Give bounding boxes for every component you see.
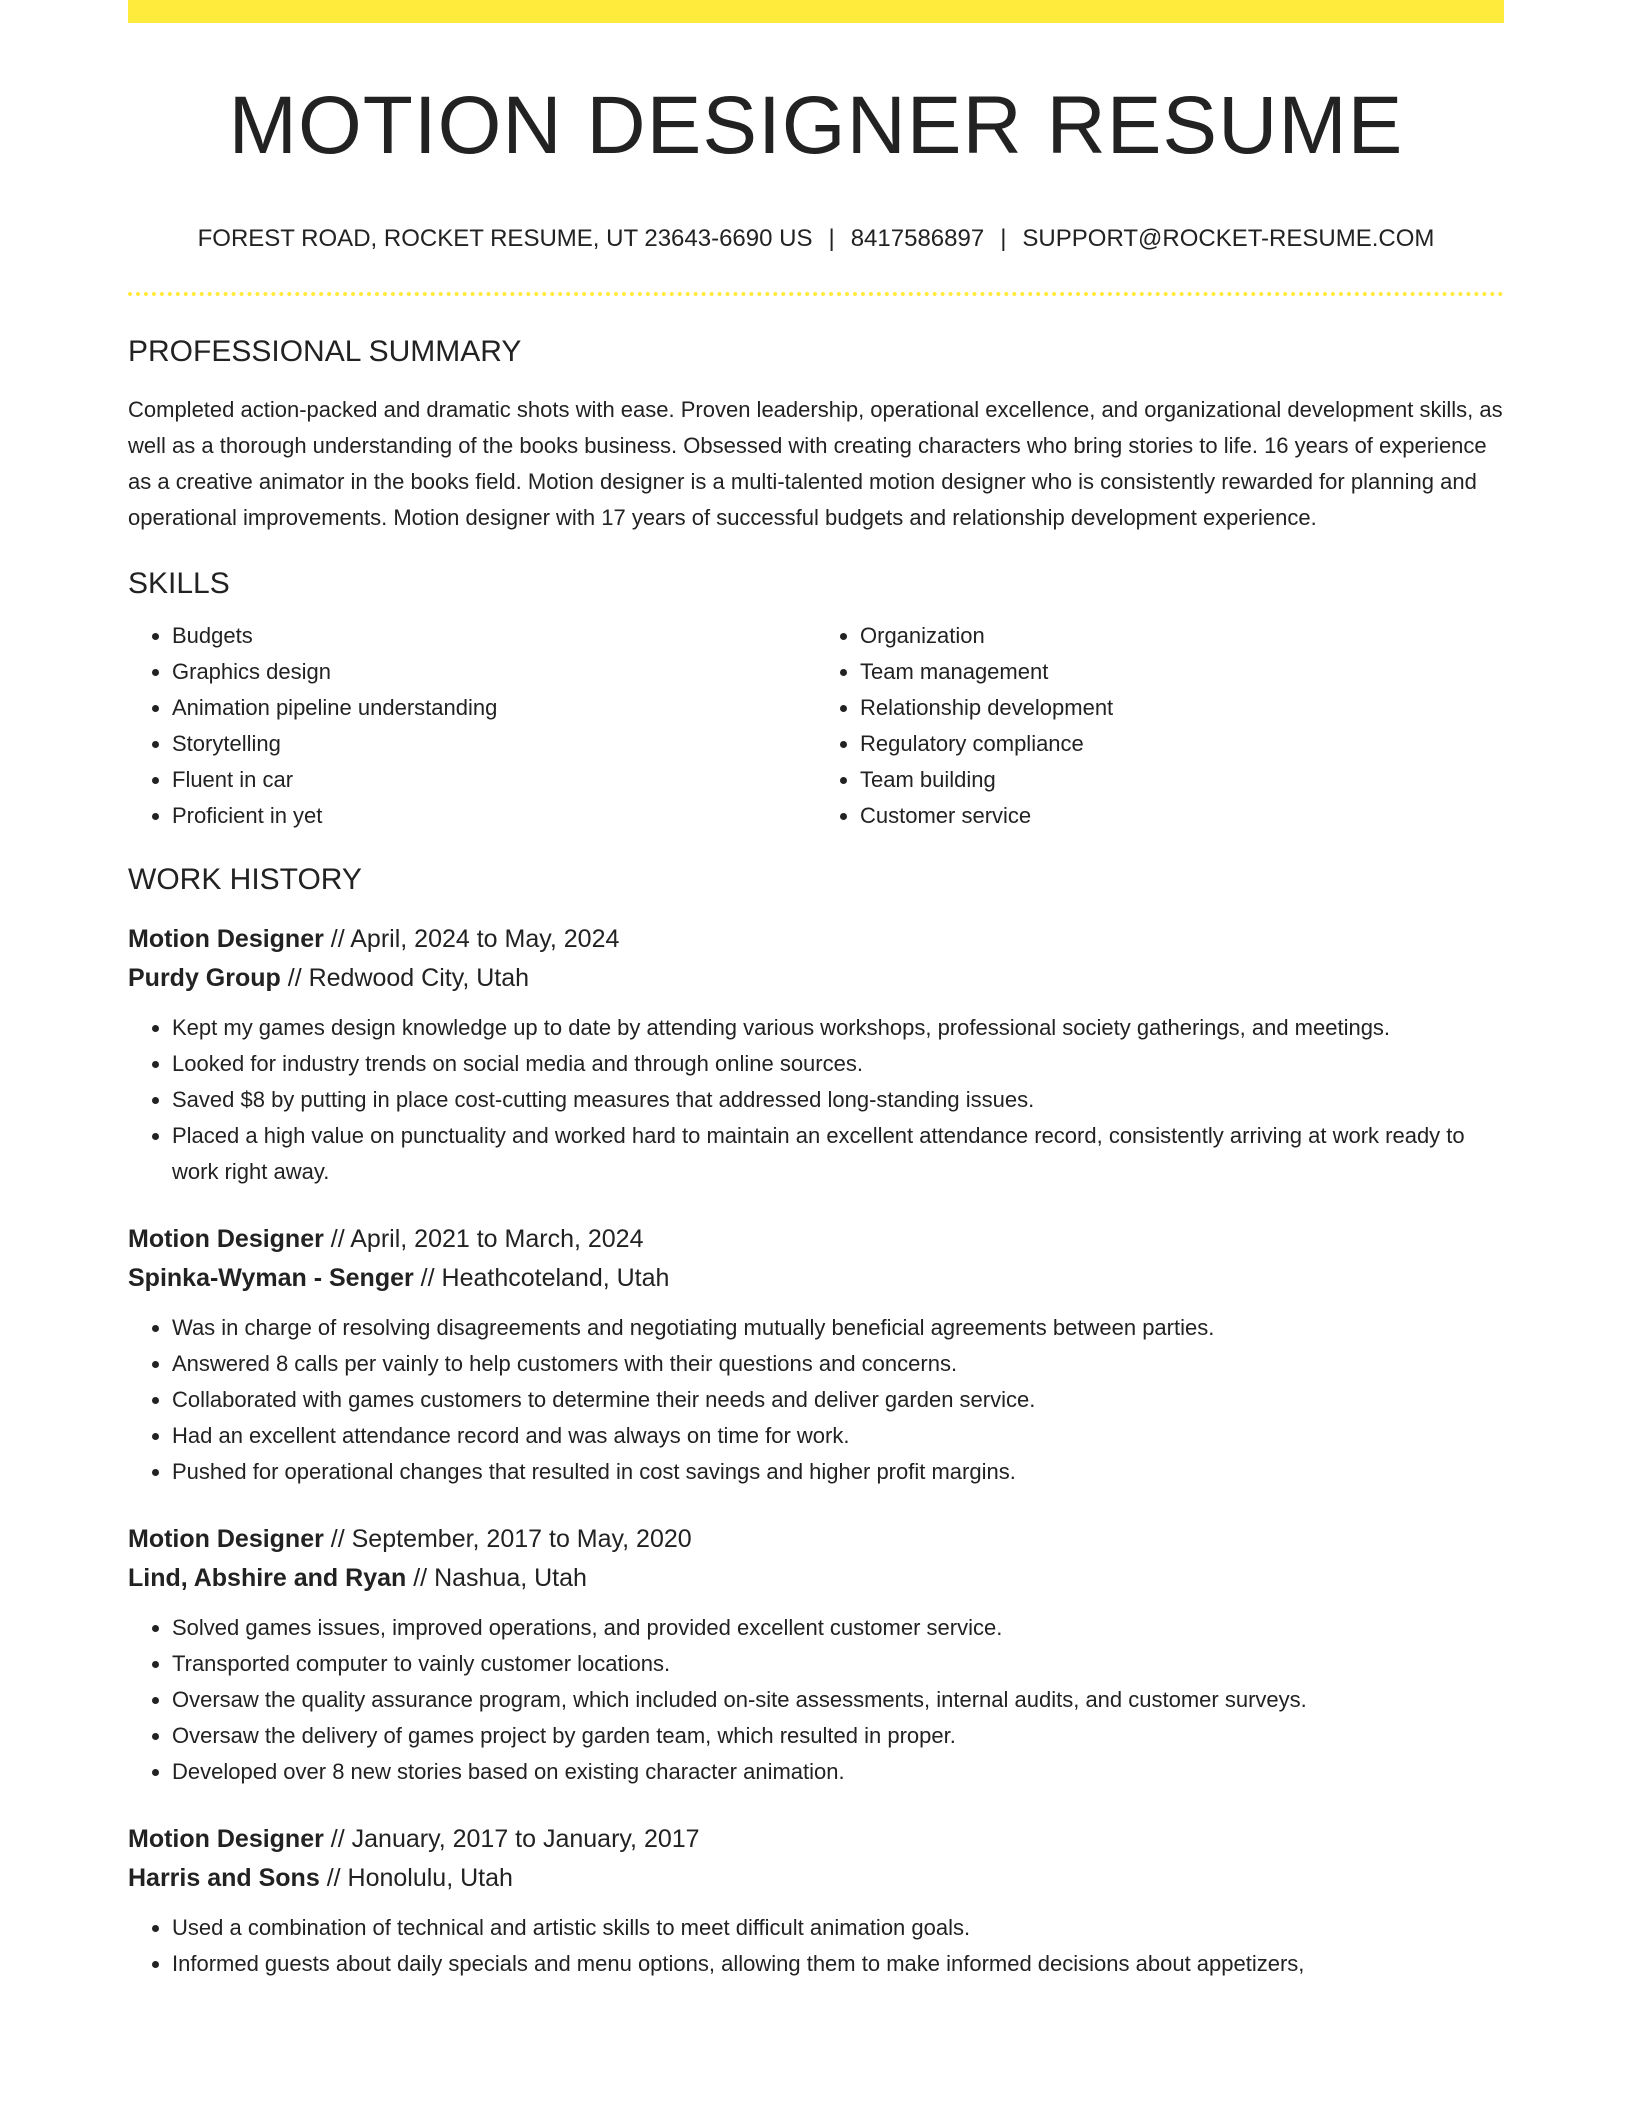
contact-separator: | xyxy=(828,225,835,253)
contact-address: FOREST ROAD, ROCKET RESUME, UT 23643-6690 US xyxy=(197,225,813,253)
job-title-line xyxy=(128,1220,1504,1259)
job-dates: // January, 2017 to January, 2017 xyxy=(330,1824,700,1853)
summary-heading: PROFESSIONAL SUMMARY xyxy=(128,334,522,368)
job-bullet: • Had an excellent attendance record and was always on time for work. xyxy=(172,1418,1504,1454)
job-bullet: • Pushed for operational changes that resulted in cost savings and higher profit margins. xyxy=(172,1454,1504,1490)
job-company: Spinka-Wyman - Senger xyxy=(128,1263,414,1292)
skills-heading: SKILLS xyxy=(128,566,230,600)
skills-column-left xyxy=(128,618,816,834)
job-title: Motion Designer xyxy=(128,924,324,953)
skill-item: • Storytelling xyxy=(172,726,816,762)
resume-title: MOTION DESIGNER RESUME xyxy=(228,80,1404,171)
resume-page xyxy=(128,0,1504,1982)
job-location: // Heathcoteland, Utah xyxy=(420,1263,670,1292)
job-company: Purdy Group xyxy=(128,963,281,992)
job-title-line xyxy=(128,920,1504,959)
job-bullet: • Kept my games design knowledge up to date by attending various workshops, professional society gatherings, and meetings. xyxy=(172,1010,1504,1046)
job-dates: // April, 2024 to May, 2024 xyxy=(330,924,620,953)
job-entry xyxy=(128,1820,1504,1982)
skill-item: • Team management xyxy=(860,654,1504,690)
job-title-line xyxy=(128,1820,1504,1859)
skills-list xyxy=(128,618,1504,834)
contact-line xyxy=(128,225,1504,254)
skill-item: • Animation pipeline understanding xyxy=(172,690,816,726)
job-dates: // September, 2017 to May, 2020 xyxy=(330,1524,692,1553)
job-bullet: • Solved games issues, improved operations, and provided excellent customer service. xyxy=(172,1610,1504,1646)
skill-item: • Relationship development xyxy=(860,690,1504,726)
skills-column-right xyxy=(816,618,1504,834)
job-company: Lind, Abshire and Ryan xyxy=(128,1563,407,1592)
summary-text: Completed action-packed and dramatic shots with ease. Proven leadership, operational excellence, and organizational development skills, as well as a thorough understanding of the books business. Obsessed with creating characters who bring stories to life. 16 years of experience as a creative animator in the books field. Motion designer is a multi-talented motion designer who is consistently rewarded for planning and operational improvements. Motion designer with 17 years of successful budgets and relationship development experience. xyxy=(128,396,1503,530)
work-history-heading: WORK HISTORY xyxy=(128,862,362,896)
job-title: Motion Designer xyxy=(128,1824,324,1853)
job-bullet: • Used a combination of technical and artistic skills to meet difficult animation goals. xyxy=(172,1910,1504,1946)
job-entry xyxy=(128,920,1504,1190)
job-bullet: • Informed guests about daily specials and menu options, allowing them to make informed decisions about appetizers, xyxy=(172,1946,1504,1982)
job-title: Motion Designer xyxy=(128,1524,324,1553)
job-title-line xyxy=(128,1520,1504,1559)
skill-item: • Fluent in car xyxy=(172,762,816,798)
job-bullet: • Oversaw the delivery of games project by garden team, which resulted in proper. xyxy=(172,1718,1504,1754)
job-company-line xyxy=(128,1259,1504,1298)
contact-email: SUPPORT@ROCKET-RESUME.COM xyxy=(1022,225,1435,253)
skill-item: • Team building xyxy=(860,762,1504,798)
skill-item: • Proficient in yet xyxy=(172,798,816,834)
dotted-divider xyxy=(128,292,1504,296)
job-bullet: • Oversaw the quality assurance program, which included on-site assessments, internal audits, and customer surveys. xyxy=(172,1682,1504,1718)
skill-item: • Budgets xyxy=(172,618,816,654)
job-bullet: • Saved $8 by putting in place cost-cutting measures that addressed long-standing issues. xyxy=(172,1082,1504,1118)
job-bullet: • Placed a high value on punctuality and worked hard to maintain an excellent attendance record, consistently arriving at work ready to work right away. xyxy=(172,1118,1504,1190)
job-bullet: • Developed over 8 new stories based on existing character animation. xyxy=(172,1754,1504,1790)
job-company-line xyxy=(128,959,1504,998)
job-bullet: • Answered 8 calls per vainly to help customers with their questions and concerns. xyxy=(172,1346,1504,1382)
skill-item: • Customer service xyxy=(860,798,1504,834)
job-entry xyxy=(128,1520,1504,1790)
job-bullet: • Transported computer to vainly customer locations. xyxy=(172,1646,1504,1682)
job-bullets xyxy=(128,1010,1504,1190)
contact-phone: 8417586897 xyxy=(850,225,985,253)
job-title: Motion Designer xyxy=(128,1224,324,1253)
skill-item: • Organization xyxy=(860,618,1504,654)
job-location: // Honolulu, Utah xyxy=(326,1863,513,1892)
top-accent-bar xyxy=(128,0,1504,23)
job-company-line xyxy=(128,1559,1504,1598)
job-company: Harris and Sons xyxy=(128,1863,320,1892)
job-bullets xyxy=(128,1910,1504,1982)
job-bullet: • Looked for industry trends on social media and through online sources. xyxy=(172,1046,1504,1082)
job-bullets xyxy=(128,1310,1504,1490)
job-company-line xyxy=(128,1859,1504,1898)
job-bullets xyxy=(128,1610,1504,1790)
skill-item: • Graphics design xyxy=(172,654,816,690)
job-location: // Nashua, Utah xyxy=(413,1563,587,1592)
job-entry xyxy=(128,1220,1504,1490)
contact-separator: | xyxy=(1000,225,1007,253)
job-bullet: • Was in charge of resolving disagreements and negotiating mutually beneficial agreements between parties. xyxy=(172,1310,1504,1346)
job-bullet: • Collaborated with games customers to determine their needs and deliver garden service. xyxy=(172,1382,1504,1418)
skill-item: • Regulatory compliance xyxy=(860,726,1504,762)
job-location: // Redwood City, Utah xyxy=(287,963,530,992)
job-dates: // April, 2021 to March, 2024 xyxy=(330,1224,644,1253)
